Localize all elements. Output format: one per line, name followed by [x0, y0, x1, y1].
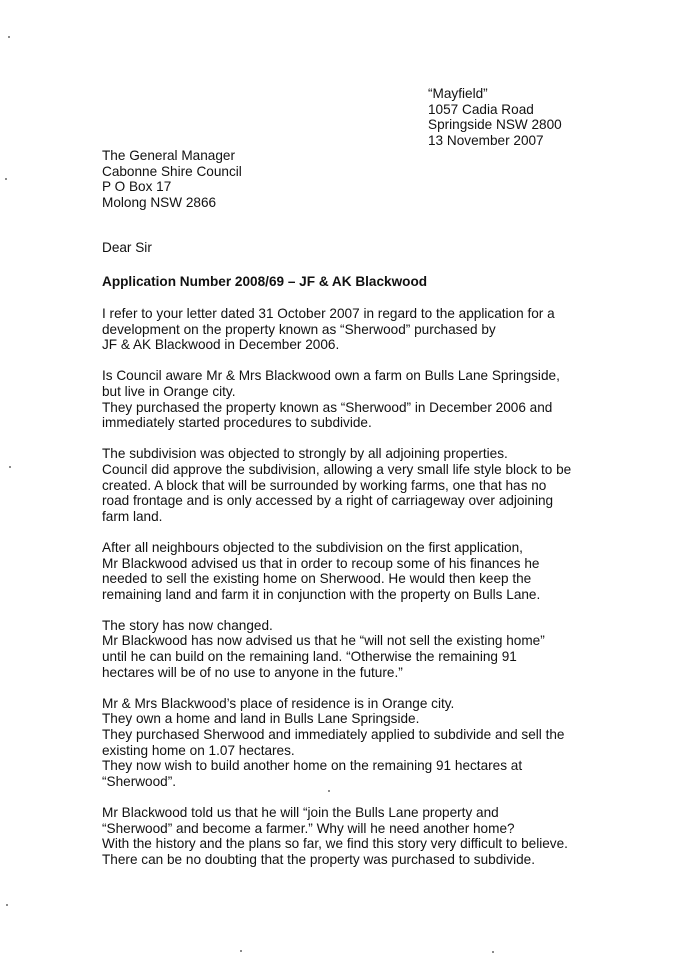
paragraph-line: created. A block that will be surrounded by working farms, one that has no — [102, 477, 547, 493]
recipient-address-line: Cabonne Shire Council — [102, 163, 242, 179]
scan-speck — [6, 904, 8, 906]
scan-speck — [328, 790, 330, 792]
paragraph-line: development on the property known as “Sherwood” purchased by — [102, 321, 496, 337]
paragraph-line: farm land. — [102, 508, 163, 524]
sender-address-line: 1057 Cadia Road — [428, 101, 534, 117]
recipient-address-block — [102, 148, 242, 210]
paragraph-line: immediately started procedures to subdivide. — [102, 415, 372, 431]
body-paragraph — [102, 306, 582, 353]
paragraph-line: They now wish to build another home on the remaining 91 hectares at — [102, 758, 523, 774]
paragraph-line: There can be no doubting that the property was purchased to subdivide. — [102, 851, 536, 867]
body-paragraph — [102, 540, 582, 602]
scan-speck — [8, 36, 10, 38]
body-paragraph — [102, 446, 582, 524]
paragraph-line: With the history and the plans so far, we find this story very difficult to believe. — [102, 836, 568, 852]
paragraph-line: They purchased the property known as “Sherwood” in December 2006 and — [102, 399, 553, 415]
body-paragraph — [102, 805, 582, 867]
subject-line: Application Number 2008/69 – JF & AK Blackwood — [102, 274, 428, 289]
paragraph-line: The subdivision was objected to strongly by all adjoining properties. — [102, 446, 508, 462]
scan-speck — [5, 178, 7, 180]
paragraph-line: Mr Blackwood advised us that in order to recoup some of his finances he — [102, 555, 540, 571]
letter-date: 13 November 2007 — [428, 132, 544, 148]
scan-speck — [9, 466, 11, 468]
letter-body — [102, 306, 582, 883]
paragraph-line: needed to sell the existing home on Sherwood. He would then keep the — [102, 571, 532, 587]
recipient-address-line: Molong NSW 2866 — [102, 194, 217, 210]
recipient-address-line: The General Manager — [102, 148, 235, 163]
paragraph-line: hectares will be of no use to anyone in the future.” — [102, 664, 403, 680]
paragraph-line: Mr Blackwood has now advised us that he “will not sell the existing home” — [102, 633, 545, 649]
sender-address-line: Springside NSW 2800 — [428, 117, 562, 133]
paragraph-line: JF & AK Blackwood in December 2006. — [102, 337, 340, 353]
paragraph-line: “Sherwood” and become a farmer.” Why will he need another home? — [102, 820, 515, 836]
sender-address-line: “Mayfield” — [428, 86, 488, 101]
sender-address-block — [428, 86, 562, 148]
paragraph-line: road frontage and is only accessed by a right of carriageway over adjoining — [102, 493, 554, 509]
body-paragraph — [102, 368, 582, 430]
paragraph-line: Is Council aware Mr & Mrs Blackwood own a farm on Bulls Lane Springside, — [102, 368, 560, 384]
paragraph-line: They purchased Sherwood and immediately applied to subdivide and sell the — [102, 727, 565, 743]
paragraph-line: existing home on 1.07 hectares. — [102, 742, 295, 758]
paragraph-line: They own a home and land in Bulls Lane Springside. — [102, 711, 420, 727]
paragraph-line: but live in Orange city. — [102, 383, 236, 399]
paragraph-line: Mr & Mrs Blackwood’s place of residence is in Orange city. — [102, 695, 455, 711]
scan-speck — [492, 951, 494, 953]
body-paragraph — [102, 696, 582, 790]
paragraph-line: The story has now changed. — [102, 617, 273, 633]
paragraph-line: Mr Blackwood told us that he will “join the Bulls Lane property and — [102, 805, 499, 820]
scan-speck — [240, 950, 242, 952]
salutation: Dear Sir — [102, 240, 152, 255]
paragraph-line: remaining land and farm it in conjunction with the property on Bulls Lane. — [102, 586, 541, 602]
paragraph-line: After all neighbours objected to the subdivision on the first application, — [102, 539, 523, 555]
paragraph-line: until he can build on the remaining land. “Otherwise the remaining 91 — [102, 649, 517, 665]
recipient-address-line: P O Box 17 — [102, 179, 172, 195]
paragraph-line: I refer to your letter dated 31 October 2007 in regard to the application for a — [102, 306, 555, 321]
paragraph-line: “Sherwood”. — [102, 773, 177, 789]
body-paragraph — [102, 618, 582, 680]
paragraph-line: Council did approve the subdivision, allowing a very small life style block to be — [102, 461, 572, 477]
